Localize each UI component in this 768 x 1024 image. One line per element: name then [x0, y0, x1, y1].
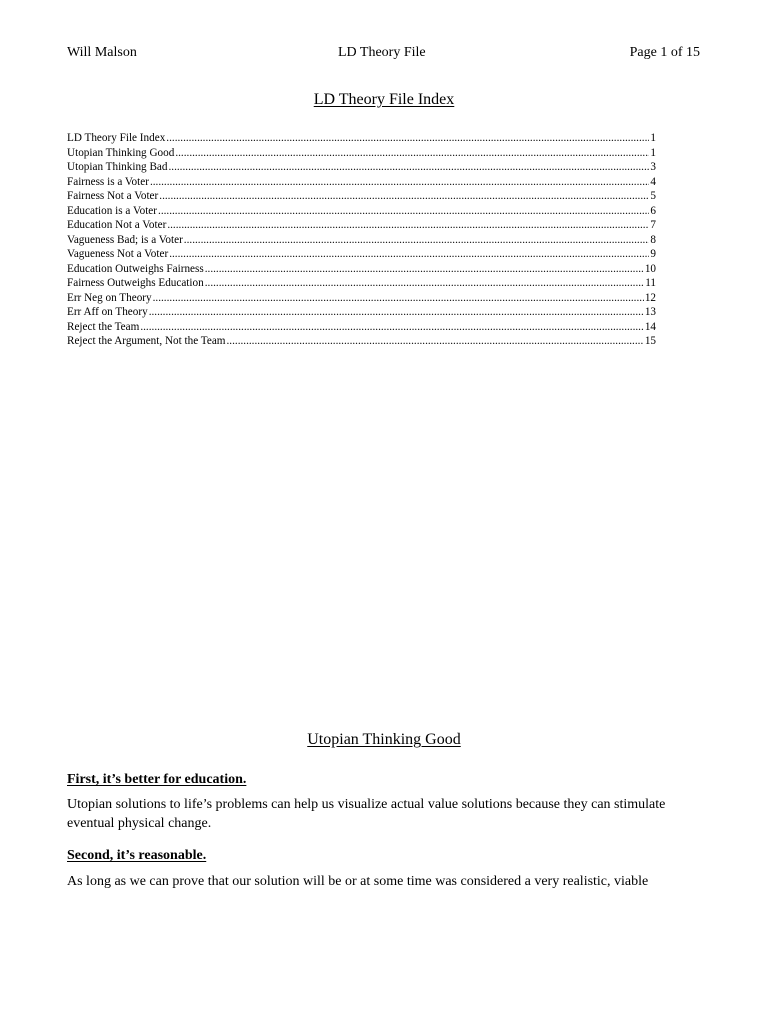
toc-entry[interactable]	[67, 320, 656, 335]
index-title-text: LD Theory File Index	[313, 91, 455, 108]
toc-dot-leader	[227, 334, 644, 349]
toc-entry-page-number: 8	[650, 233, 656, 246]
toc-entry[interactable]	[67, 334, 656, 349]
toc-entry-page-number: 15	[644, 335, 656, 347]
toc-entry[interactable]	[67, 131, 656, 146]
toc-dot-leader	[175, 146, 649, 161]
toc-entry[interactable]	[67, 276, 656, 291]
toc-entry[interactable]	[67, 204, 656, 219]
point1-heading: First, it’s better for education.	[67, 772, 247, 787]
toc-entry-label: Err Aff on Theory	[67, 306, 148, 318]
toc-entry-label: Fairness Outweighs Education	[67, 277, 204, 289]
toc-entry-page-number: 7	[650, 219, 656, 231]
page-header	[67, 45, 700, 65]
toc-dot-leader	[149, 305, 644, 320]
toc-entry[interactable]	[67, 175, 656, 190]
toc-dot-leader	[153, 291, 644, 306]
toc-dot-leader	[184, 233, 650, 248]
toc-entry-page-number: 3	[650, 161, 656, 173]
header-page-label: Page 1 of 15	[629, 45, 700, 60]
toc-entry-label: Vagueness Bad; is a Voter	[67, 233, 183, 246]
point2-heading: Second, it’s reasonable.	[67, 848, 207, 863]
toc-entry-label: Fairness is a Voter	[67, 175, 149, 188]
header-file-title: LD Theory File	[338, 45, 426, 60]
toc-entry-label: Reject the Argument, Not the Team	[67, 335, 226, 347]
toc-entry[interactable]	[67, 247, 656, 262]
toc-entry-page-number: 12	[644, 291, 656, 304]
toc-entry-page-number: 13	[644, 306, 656, 318]
toc-entry-page-number: 1	[650, 146, 656, 159]
toc-dot-leader	[140, 320, 643, 335]
table-of-contents	[67, 131, 656, 349]
header-author: Will Malson	[67, 45, 137, 60]
toc-entry[interactable]	[67, 189, 656, 204]
toc-entry[interactable]	[67, 305, 656, 320]
toc-entry[interactable]	[67, 291, 656, 306]
toc-dot-leader	[166, 131, 649, 146]
toc-dot-leader	[150, 175, 649, 190]
toc-entry-label: Vagueness Not a Voter	[67, 248, 169, 260]
toc-entry-label: Education is a Voter	[67, 204, 158, 217]
section-title	[0, 731, 768, 749]
toc-entry[interactable]	[67, 233, 656, 248]
toc-entry-page-number: 9	[650, 248, 656, 260]
toc-dot-leader	[205, 276, 645, 291]
toc-entry-label: Reject the Team	[67, 320, 140, 333]
point1-paragraph: Utopian solutions to life’s problems can help us visualize actual value solutions because they can stimulate eventual physical change.	[67, 797, 666, 831]
toc-entry-label: Fairness Not a Voter	[67, 190, 159, 202]
toc-entry-label: Utopian Thinking Good	[67, 146, 175, 159]
toc-dot-leader	[167, 218, 649, 233]
point2-paragraph: As long as we can prove that our solution will be or at some time was considered a very realistic, viable	[67, 874, 649, 889]
toc-entry-page-number: 14	[644, 320, 656, 333]
toc-entry[interactable]	[67, 218, 656, 233]
toc-dot-leader	[158, 204, 649, 219]
toc-entry-page-number: 6	[650, 204, 656, 217]
toc-dot-leader	[168, 160, 649, 175]
toc-entry-label: Education Not a Voter	[67, 219, 167, 231]
toc-entry[interactable]	[67, 160, 656, 175]
toc-entry-label: Utopian Thinking Bad	[67, 161, 168, 173]
toc-entry-page-number: 11	[645, 277, 656, 289]
section-title-text: Utopian Thinking Good	[307, 731, 461, 748]
toc-dot-leader	[169, 247, 649, 262]
toc-entry-label: Education Outweighs Fairness	[67, 262, 204, 275]
toc-entry[interactable]	[67, 262, 656, 277]
toc-entry-label: Err Neg on Theory	[67, 291, 152, 304]
toc-dot-leader	[205, 262, 644, 277]
toc-entry-page-number: 1	[650, 132, 656, 144]
toc-entry-page-number: 10	[644, 262, 656, 275]
toc-entry-page-number: 5	[650, 190, 656, 202]
toc-entry-page-number: 4	[650, 175, 656, 188]
toc-dot-leader	[159, 189, 649, 204]
toc-entry-label: LD Theory File Index	[67, 132, 166, 144]
index-title	[0, 91, 768, 109]
toc-entry[interactable]	[67, 146, 656, 161]
